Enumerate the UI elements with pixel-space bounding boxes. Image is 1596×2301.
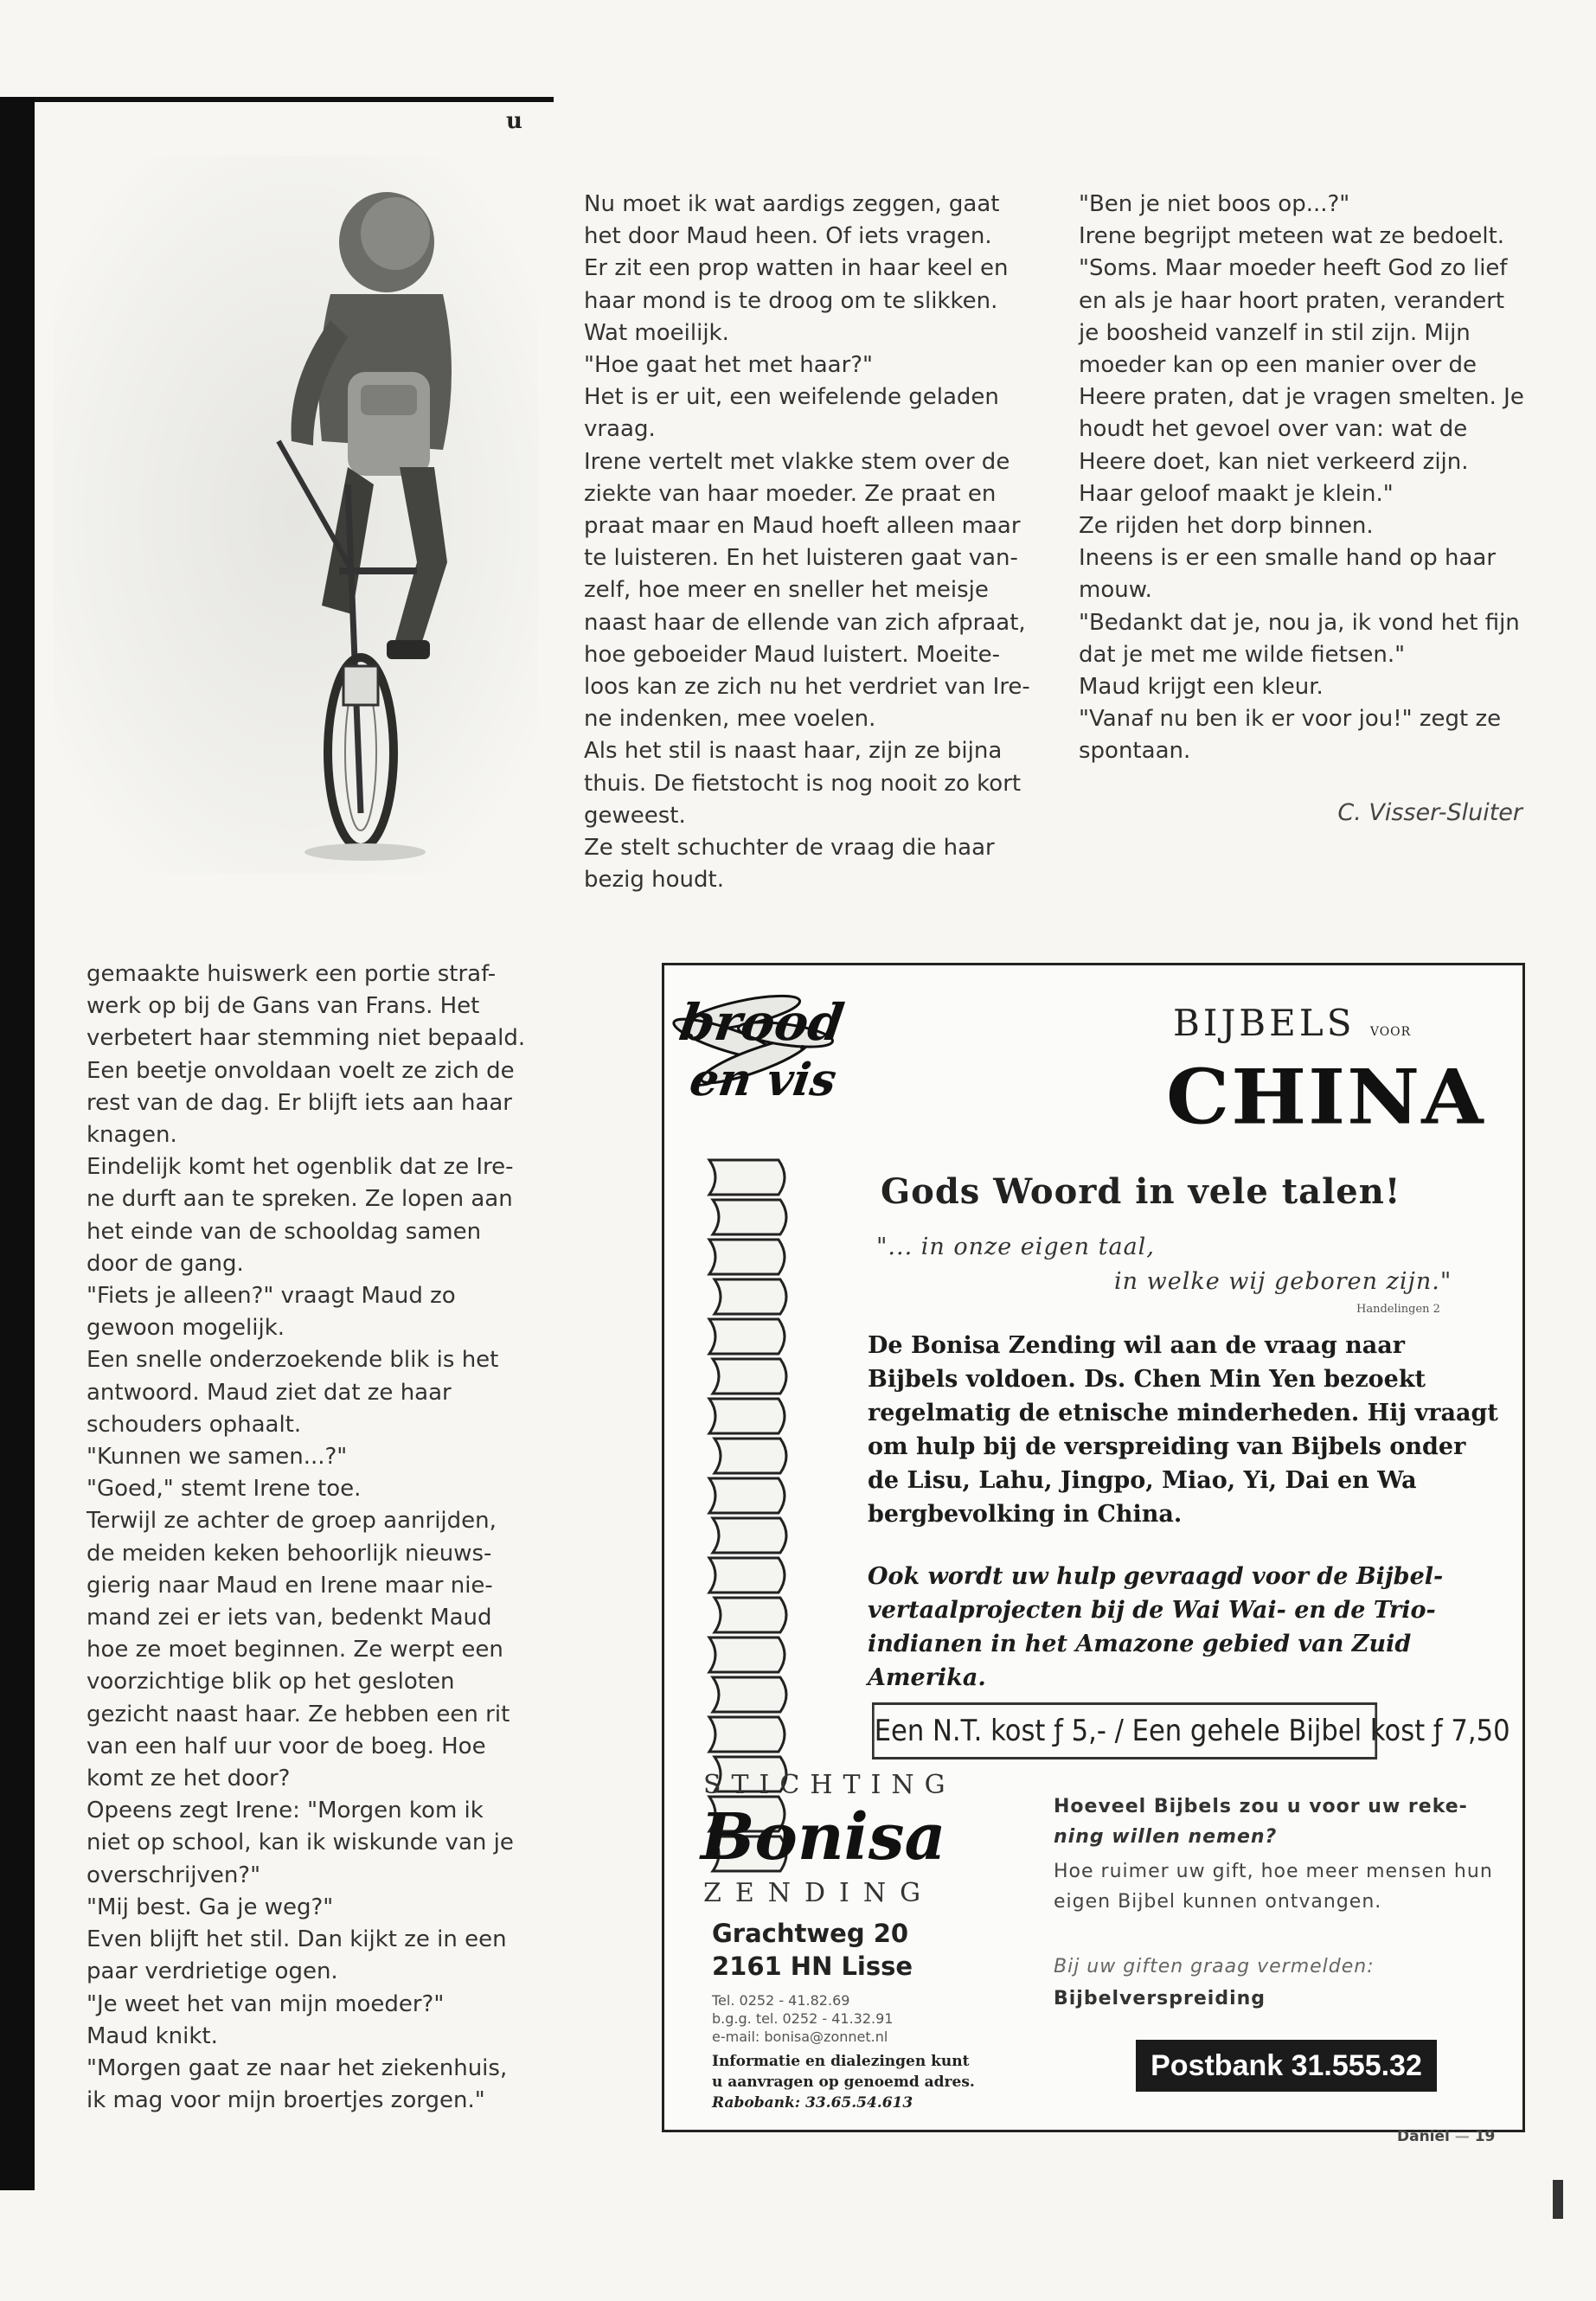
text-line: praat maar en Maud hoeft alleen maar (584, 513, 1021, 540)
text-line: Nu moet ik wat aardigs zeggen, gaat (584, 191, 1000, 217)
postbank-account-badge: Postbank 31.555.32 (1136, 2040, 1437, 2092)
postal-address (712, 1917, 913, 1983)
voor-word: VOOR (1369, 1025, 1412, 1039)
giften-value: Bijbelverspreiding (1054, 1988, 1266, 2009)
alt-phone-number: b.g.g. tel. 0252 - 41.32.91 (712, 2010, 894, 2027)
text-line: Irene vertelt met vlakke stem over de (584, 448, 1010, 475)
text-line: Heere doet, kan niet verkeerd zijn. (1079, 448, 1469, 475)
bonisa-logo-text: Bonisa (701, 1800, 946, 1875)
price-box: Een N.T. kost ƒ 5,- / Een gehele Bijbel kost ƒ 7,50 (872, 1702, 1377, 1759)
text-line: gezicht naast haar. Ze hebben een rit (87, 1701, 510, 1727)
bijbels-word: BIJBELS (1173, 1002, 1356, 1044)
bijbels-voor-china-advert (662, 963, 1525, 2132)
question-line: Hoeveel Bijbels zou u voor uw reke- (1054, 1796, 1468, 1817)
text-line: je boosheid vanzelf in stil zijn. Mijn (1079, 319, 1471, 346)
text-line: moeder kan op een manier over de (1079, 352, 1477, 379)
text-line: Eindelijk komt het ogenblik dat ze Ire- (87, 1154, 514, 1181)
article-column-2 (1079, 189, 1529, 768)
stichting-label: STICHTING (703, 1770, 956, 1800)
text-line: naast haar de ellende van zich afpraat, (584, 609, 1026, 636)
text-line: "Fiets je alleen?" vraagt Maud zo (87, 1283, 456, 1310)
text-line: "Mij best. Ga je weg?" (87, 1894, 334, 1920)
info-note (712, 2051, 975, 2113)
bible-quote-line-2: in welke wij geboren zijn." (1114, 1268, 1452, 1295)
info-line: u aanvragen op genoemd adres. (712, 2073, 975, 2091)
text-line: en als je haar hoort praten, verandert (1079, 287, 1505, 314)
rabobank-account: Rabobank: 33.65.54.613 (712, 2094, 913, 2112)
text-line: "Morgen gaat ze naar het ziekenhuis, (87, 2054, 508, 2081)
text-line: mouw. (1079, 577, 1152, 604)
text-line: "Ben je niet boos op...?" (1079, 191, 1350, 217)
author-signature: C. Visser-Sluiter (1337, 799, 1522, 826)
text-line: rest van de dag. Er blijft iets aan haar (87, 1089, 512, 1116)
info-line: Informatie en dialezingen kunt (712, 2053, 970, 2070)
text-line: Even blijft het stil. Dan kijkt ze in een (87, 1926, 507, 1953)
donation-question (1054, 1791, 1495, 1852)
text-line: hoe ze moet beginnen. Ze werpt een (87, 1637, 503, 1663)
text-line: Haar geloof maakt je klein." (1079, 480, 1394, 507)
page-scan-edge (0, 97, 35, 2190)
text-line: Als het stil is naast haar, zijn ze bijna (584, 738, 1003, 765)
text-line: geweest. (584, 802, 686, 829)
bible-quote-reference: Handelingen 2 (1356, 1303, 1440, 1316)
text-line: Ineens is er een smalle hand op haar (1079, 545, 1497, 572)
text-line: loos kan ze zich nu het verdriet van Ire- (584, 674, 1030, 701)
corner-mark-text: u (506, 108, 522, 134)
text-line: bezig houdt. (584, 867, 724, 894)
address-street: Grachtweg 20 (712, 1919, 909, 1948)
text-line: ne indenken, mee voelen. (584, 706, 876, 733)
phone-number: Tel. 0252 - 41.82.69 (712, 1992, 850, 2009)
text-line: gewoon mogelijk. (87, 1315, 285, 1342)
text-line: Het is er uit, een weifelende geladen (584, 384, 999, 411)
text-line: Heere praten, dat je vragen smelten. Je (1079, 384, 1524, 411)
text-line: Er zit een prop watten in haar keel en (584, 255, 1009, 282)
text-line: "Goed," stemt Irene toe. (87, 1476, 362, 1503)
zending-label: ZENDING (703, 1878, 935, 1908)
text-line: werk op bij de Gans van Frans. Het (87, 993, 480, 1020)
text-line: vraag. (584, 416, 656, 443)
text-line: houdt het gevoel over van: wat de (1079, 416, 1468, 443)
text-line: ziekte van haar moeder. Ze praat en (584, 480, 997, 507)
text-line: "Vanaf nu ben ik er voor jou!" zegt ze (1079, 706, 1502, 733)
text-line: gemaakte huiswerk een portie straf- (87, 961, 497, 987)
ad-headline: Gods Woord in vele talen! (881, 1171, 1401, 1212)
email-address: e-mail: bonisa@zonnet.nl (712, 2029, 888, 2045)
text-line: door de gang. (87, 1250, 244, 1277)
text-line: ne durft aan te spreken. Ze lopen aan (87, 1186, 513, 1213)
text-line: gierig naar Maud en Irene maar nie- (87, 1572, 493, 1599)
question-line: ning willen nemen? (1054, 1826, 1278, 1848)
text-line: thuis. De fietstocht is nog nooit zo kort (584, 770, 1022, 797)
text-line: de meiden keken behoorlijk nieuws- (87, 1540, 492, 1567)
text-line: zelf, hoe meer en sneller het meisje (584, 577, 989, 604)
magazine-name: Daniël (1397, 2128, 1450, 2145)
text-line: Irene begrijpt meteen wat ze bedoelt. (1079, 223, 1505, 250)
text-line: mand zei er iets van, bedenkt Maud (87, 1605, 492, 1631)
giften-label: Bij uw giften graag vermelden: (1054, 1956, 1375, 1977)
en-vis-logo-text: en vis (686, 1054, 840, 1106)
text-line: Een beetje onvoldaan voelt ze zich de (87, 1057, 515, 1084)
ad-paragraph-china: De Bonisa Zending wil aan de vraag naar Bijbels voldoen. Ds. Chen Min Yen bezoekt regelmatig de etnische minderheden. Hij vraagt om hulp bij de verspreiding van Bijbels onder de Lisu, Lahu, Jingpo, Miao, Yi, Dai en Wa bergbevolking in China. (868, 1332, 1498, 1528)
text-line: "Hoe gaat het met haar?" (584, 352, 874, 379)
bible-quote-line-1: "... in onze eigen taal, (876, 1234, 1155, 1260)
text-line: ik mag voor mijn broertjes zorgen." (87, 2087, 485, 2114)
page-number: 19 (1474, 2128, 1496, 2145)
text-line: voorzichtige blik op het gesloten (87, 1669, 455, 1695)
text-line: Wat moeilijk. (584, 319, 729, 346)
text-line: Ze stelt schuchter de vraag die haar (584, 835, 995, 862)
text-line: Maud knikt. (87, 2022, 218, 2049)
text-line: Maud krijgt een kleur. (1079, 674, 1324, 701)
article-column-3 (87, 958, 536, 2117)
text-line: Ze rijden het dorp binnen. (1079, 513, 1374, 540)
text-line: van een half uur voor de boeg. Hoe (87, 1733, 486, 1759)
brood-logo-text: brood (676, 993, 848, 1052)
text-line: antwoord. Maud ziet dat ze haar (87, 1379, 452, 1406)
text-line: "Je weet het van mijn moeder?" (87, 1990, 445, 2017)
text-line: Een snelle onderzoekende blik is het (87, 1347, 499, 1374)
cyclist-photo (54, 156, 538, 874)
contact-details (712, 1991, 893, 2046)
ad-paragraph-amazone: Ook wordt uw hulp gevraagd voor de Bijbel-vertaalprojecten bij de Wai Wai- en de Trio-indianen in het Amazone gebied van Zuid Amerika. (868, 1563, 1444, 1691)
donation-answer: Hoe ruimer uw gift, hoe meer mensen hun eigen Bijbel kunnen ontvangen. (1054, 1861, 1493, 1913)
text-line: "Soms. Maar moeder heeft God zo lief (1079, 255, 1508, 282)
text-line: hoe geboeider Maud luistert. Moeite- (584, 641, 1001, 668)
text-line: paar verdrietige ogen. (87, 1958, 338, 1985)
article-column-1 (584, 189, 1034, 896)
text-line: spontaan. (1079, 738, 1191, 765)
footer-separator: — (1454, 2128, 1470, 2145)
text-line: het door Maud heen. Of iets vragen. (584, 223, 992, 250)
text-line: Terwijl ze achter de groep aanrijden, (87, 1508, 497, 1535)
text-line: "Bedankt dat je, nou ja, ik vond het fijn (1079, 609, 1520, 636)
text-line: komt ze het door? (87, 1766, 291, 1792)
address-city: 2161 HN Lisse (712, 1952, 913, 1981)
text-line: verbetert haar stemming niet bepaald. (87, 1025, 526, 1052)
text-line: schouders ophaalt. (87, 1411, 302, 1438)
page-footer (1397, 2128, 1495, 2145)
text-line: overschrijven?" (87, 1862, 261, 1888)
scan-corner-mark (1553, 2180, 1563, 2219)
text-line: knagen. (87, 1122, 177, 1149)
text-line: dat je met me wilde fietsen." (1079, 641, 1406, 668)
text-line: Opeens zegt Irene: "Morgen kom ik (87, 1798, 484, 1824)
top-rule (35, 97, 554, 102)
text-line: te luisteren. En het luisteren gaat van- (584, 545, 1018, 572)
bijbels-voor-heading (1173, 1002, 1411, 1044)
text-line: "Kunnen we samen...?" (87, 1444, 348, 1471)
china-heading: CHINA (1166, 1052, 1485, 1142)
text-line: het einde van de schooldag samen (87, 1218, 482, 1245)
text-line: haar mond is te droog om te slikken. (584, 287, 998, 314)
text-line: niet op school, kan ik wiskunde van je (87, 1830, 514, 1856)
